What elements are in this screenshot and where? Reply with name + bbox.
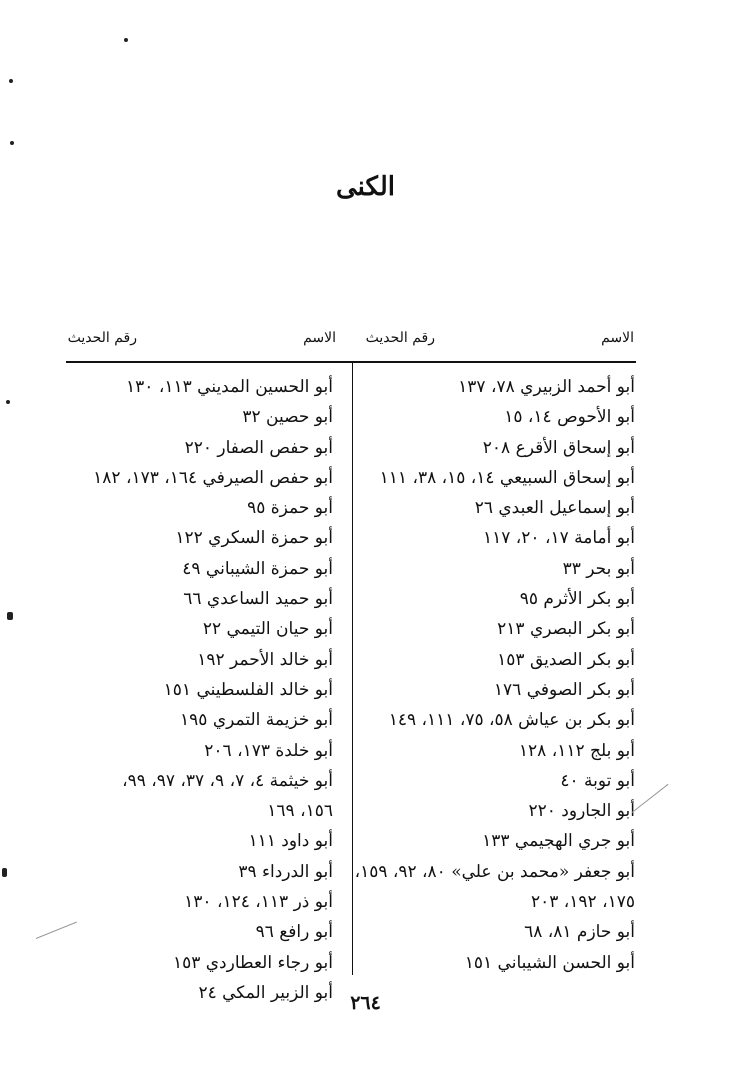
list-item: أبو خزيمة التمري ١٩٥	[180, 710, 333, 731]
list-item: أبو جعفر «محمد بن علي» ٨٠، ٩٢، ١٥٩،	[354, 861, 635, 882]
list-item: أبو حيان التيمي ٢٢	[202, 619, 333, 640]
list-item: أبو حازم ٨١، ٦٨	[524, 922, 635, 943]
list-item: أبو داود ١١١	[248, 831, 333, 852]
list-item: أبو حميد الساعدي ٦٦	[183, 589, 333, 610]
list-item: أبو خلدة ١٧٣، ٢٠٦	[204, 740, 333, 761]
scan-speck	[7, 612, 13, 620]
list-item: أبو حصين ٣٢	[242, 407, 333, 428]
right-column	[354, 372, 635, 978]
page-number: ٢٦٤	[350, 992, 381, 1014]
scan-speck	[10, 141, 14, 145]
list-item: أبو بكر البصري ٢١٣	[497, 619, 635, 640]
list-item: أبو الحسين المديني ١١٣، ١٣٠	[126, 377, 333, 397]
list-item: أبو إسماعيل العبدي ٢٦	[474, 498, 635, 519]
list-item: أبو الجارود ٢٢٠	[528, 801, 635, 822]
scan-speck	[124, 38, 128, 42]
list-item: أبو بلج ١١٢، ١٢٨	[518, 740, 635, 761]
list-item: أبو أحمد الزبيري ٧٨، ١٣٧	[458, 377, 635, 397]
list-item: أبو أمامة ١٧، ٢٠، ١١٧	[483, 528, 635, 549]
scan-speck	[2, 868, 7, 877]
list-item: أبو إسحاق الأقرع ٢٠٨	[482, 437, 635, 458]
list-item: أبو رافع ٩٦	[255, 922, 333, 943]
scan-speck	[9, 79, 13, 83]
list-item: أبو الزبير المكي ٢٤	[198, 982, 333, 1003]
list-item: أبو جري الهجيمي ١٣٣	[482, 831, 635, 852]
list-item: أبو حمزة السكري ١٢٢	[175, 528, 333, 549]
header-right-number: رقم الحديث	[365, 330, 435, 346]
list-item: أبو بكر الصديق ١٥٣	[497, 649, 635, 670]
list-item: أبو رجاء العطاردي ١٥٣	[172, 952, 333, 973]
page-title: الكنى	[335, 172, 396, 202]
list-item: أبو بحر ٣٣	[562, 558, 635, 579]
list-item: أبو الحسن الشيباني ١٥١	[464, 952, 635, 973]
header-rule	[66, 361, 636, 363]
list-item: أبو توبة ٤٠	[560, 770, 635, 791]
list-item: أبو الأحوص ١٤، ١٥	[504, 407, 635, 428]
list-item: ١٧٥، ١٩٢، ٢٠٣	[531, 892, 635, 913]
list-item: أبو بكر بن عياش ٥٨، ٧٥، ١١١، ١٤٩	[388, 710, 635, 731]
list-item: أبو حمزة الشيباني ٤٩	[182, 558, 333, 579]
left-column	[23, 372, 333, 1008]
list-item: أبو بكر الصوفي ١٧٦	[493, 679, 635, 700]
header-left-name: الاسم	[303, 330, 336, 346]
list-item: أبو خيثمة ٤، ٧، ٩، ٣٧، ٩٧، ٩٩،	[122, 770, 333, 791]
header-left-number: رقم الحديث	[67, 330, 137, 346]
list-item: أبو الدرداء ٣٩	[238, 861, 333, 882]
scan-speck	[6, 400, 10, 404]
list-item: أبو حفص الصفار ٢٢٠	[184, 437, 333, 458]
list-item: أبو خالد الفلسطيني ١٥١	[163, 679, 333, 700]
list-item: أبو إسحاق السبيعي ١٤، ١٥، ٣٨، ١١١	[379, 467, 635, 488]
list-item: أبو خالد الأحمر ١٩٢	[197, 649, 333, 670]
list-item: أبو حفص الصيرفي ١٦٤، ١٧٣، ١٨٢	[93, 467, 333, 488]
list-item: أبو حمزة ٩٥	[247, 498, 333, 519]
list-item: أبو بكر الأثرم ٩٥	[519, 589, 635, 610]
scan-line	[632, 784, 669, 813]
header-right-name: الاسم	[601, 330, 634, 346]
column-divider	[352, 363, 353, 975]
list-item: ١٥٦، ١٦٩	[267, 801, 333, 822]
list-item: أبو ذر ١١٣، ١٢٤، ١٣٠	[184, 892, 333, 913]
